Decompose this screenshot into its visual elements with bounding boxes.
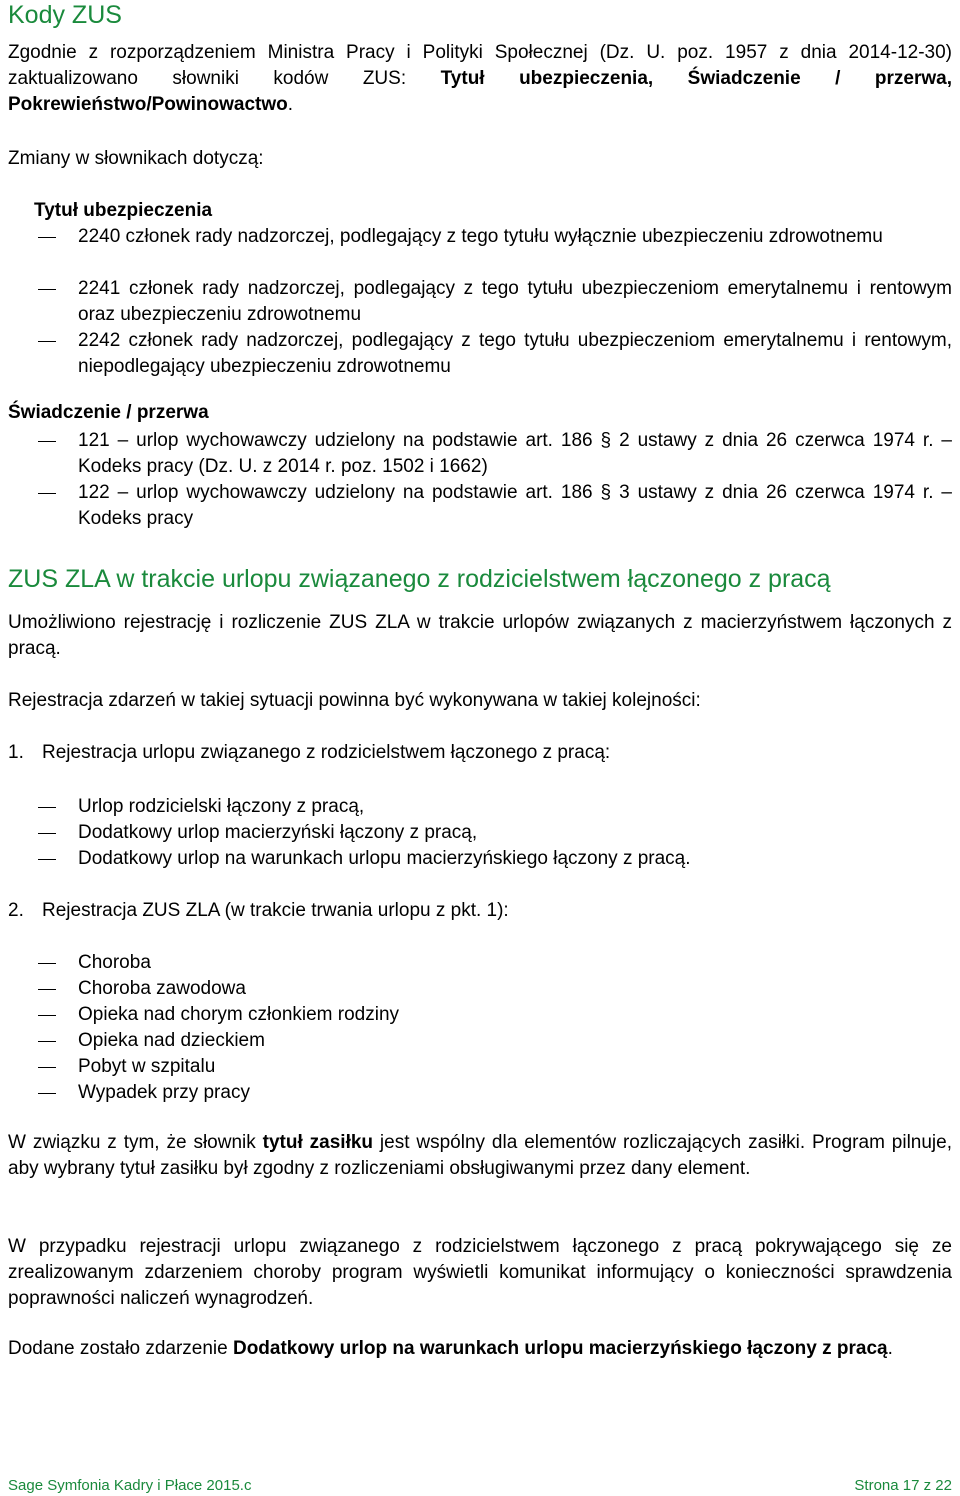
list-item: Dodatkowy urlop macierzyński łączony z pracą,	[8, 820, 952, 846]
dash-icon	[38, 859, 56, 860]
section-title-zla: ZUS ZLA w trakcie urlopu związanego z rodzicielstwem łączonego z pracą	[8, 565, 831, 593]
section-heading-tytul: Tytuł ubezpieczenia	[34, 200, 213, 221]
list-item: Wypadek przy pracy	[8, 1080, 952, 1106]
footer-product: Sage Symfonia Kadry i Płace 2015.c	[8, 1477, 252, 1494]
list-item: 122 – urlop wychowawczy udzielony na podstawie art. 186 § 3 ustawy z dnia 26 czerwca 1974 r. – Kodeks pracy	[8, 480, 952, 532]
changes-label: Zmiany w słownikach dotyczą:	[8, 148, 264, 169]
paragraph: W przypadku rejestracji urlopu związanego z rodzicielstwem łączonego z pracą pokrywającego się ze zrealizowanym zdarzeniem choroby program wyświetli komunikat informujący o konieczności sprawdzenia poprawności naliczeń wynagrodzeń.	[8, 1236, 952, 1309]
dash-icon	[38, 1093, 56, 1094]
paragraph: W związku z tym, że słownik tytuł zasiłku jest wspólny dla elementów rozliczających zasiłki. Program pilnuje, aby wybrany tytuł zasiłku był zgodny z rozliczeniami obsługiwanymi przez dany element.	[8, 1132, 953, 1179]
dash-icon	[38, 1041, 56, 1042]
list-item: Dodatkowy urlop na warunkach urlopu macierzyńskiego łączony z pracą.	[8, 846, 952, 872]
paragraph: Rejestracja zdarzeń w takiej sytuacji powinna być wykonywana w takiej kolejności:	[8, 690, 701, 711]
numbered-step: 2. Rejestracja ZUS ZLA (w trakcie trwania urlopu z pkt. 1):	[8, 900, 509, 921]
list-item: 2242 członek rady nadzorczej, podlegający z tego tytułu ubezpieczeniom emerytalnemu i rentowym, niepodlegający ubezpieczeniu zdrowotnemu	[8, 328, 952, 380]
list-item: Choroba zawodowa	[8, 976, 952, 1002]
dash-icon	[38, 1067, 56, 1068]
intro-bold: Tytuł ubezpieczenia, Świadczenie / przerwa, Pokrewieństwo/Powinowactwo	[8, 68, 952, 115]
list-item: Urlop rodzicielski łączony z pracą,	[8, 794, 952, 820]
list-item: Opieka nad dzieckiem	[8, 1028, 952, 1054]
dash-icon	[38, 237, 56, 238]
list-item: 2241 członek rady nadzorczej, podlegający z tego tytułu ubezpieczeniom emerytalnemu i rentowym oraz ubezpieczeniu zdrowotnemu	[8, 276, 952, 328]
list-item: 121 – urlop wychowawczy udzielony na podstawie art. 186 § 2 ustawy z dnia 26 czerwca 1974 r. – Kodeks pracy (Dz. U. z 2014 r. poz. 1502 i 1662)	[8, 428, 952, 480]
page-title: Kody ZUS	[8, 1, 122, 29]
list-item: 2240 członek rady nadzorczej, podlegający z tego tytułu wyłącznie ubezpieczeniu zdrowotnemu	[8, 224, 952, 250]
dash-icon	[38, 289, 56, 290]
paragraph: Umożliwiono rejestrację i rozliczenie ZUS ZLA w trakcie urlopów związanych z macierzyństwem łączonych z pracą.	[8, 612, 952, 659]
list-item: Pobyt w szpitalu	[8, 1054, 952, 1080]
dash-icon	[38, 493, 56, 494]
section-heading-swiadczenie: Świadczenie / przerwa	[8, 402, 209, 423]
intro-paragraph	[8, 40, 952, 118]
dash-icon	[38, 963, 56, 964]
numbered-step: 1. Rejestracja urlopu związanego z rodzicielstwem łączonego z pracą:	[8, 742, 611, 763]
dash-icon	[38, 1015, 56, 1016]
dash-icon	[38, 441, 56, 442]
list-item: Choroba	[8, 950, 952, 976]
dash-icon	[38, 833, 56, 834]
intro-end: .	[287, 94, 294, 115]
intro-text: Zgodnie z rozporządzeniem Ministra Pracy i Polityki Społecznej (Dz. U. poz. 1957 z dnia 2014-12-30) zaktualizowano słowniki kodów ZUS:	[8, 42, 952, 89]
list-item: Opieka nad chorym członkiem rodziny	[8, 1002, 952, 1028]
dash-icon	[38, 341, 56, 342]
dash-icon	[38, 989, 56, 990]
paragraph: Dodane zostało zdarzenie Dodatkowy urlop na warunkach urlopu macierzyńskiego łączony z pracą.	[8, 1338, 893, 1359]
dash-icon	[38, 807, 56, 808]
footer-page-number: Strona 17 z 22	[854, 1477, 952, 1494]
